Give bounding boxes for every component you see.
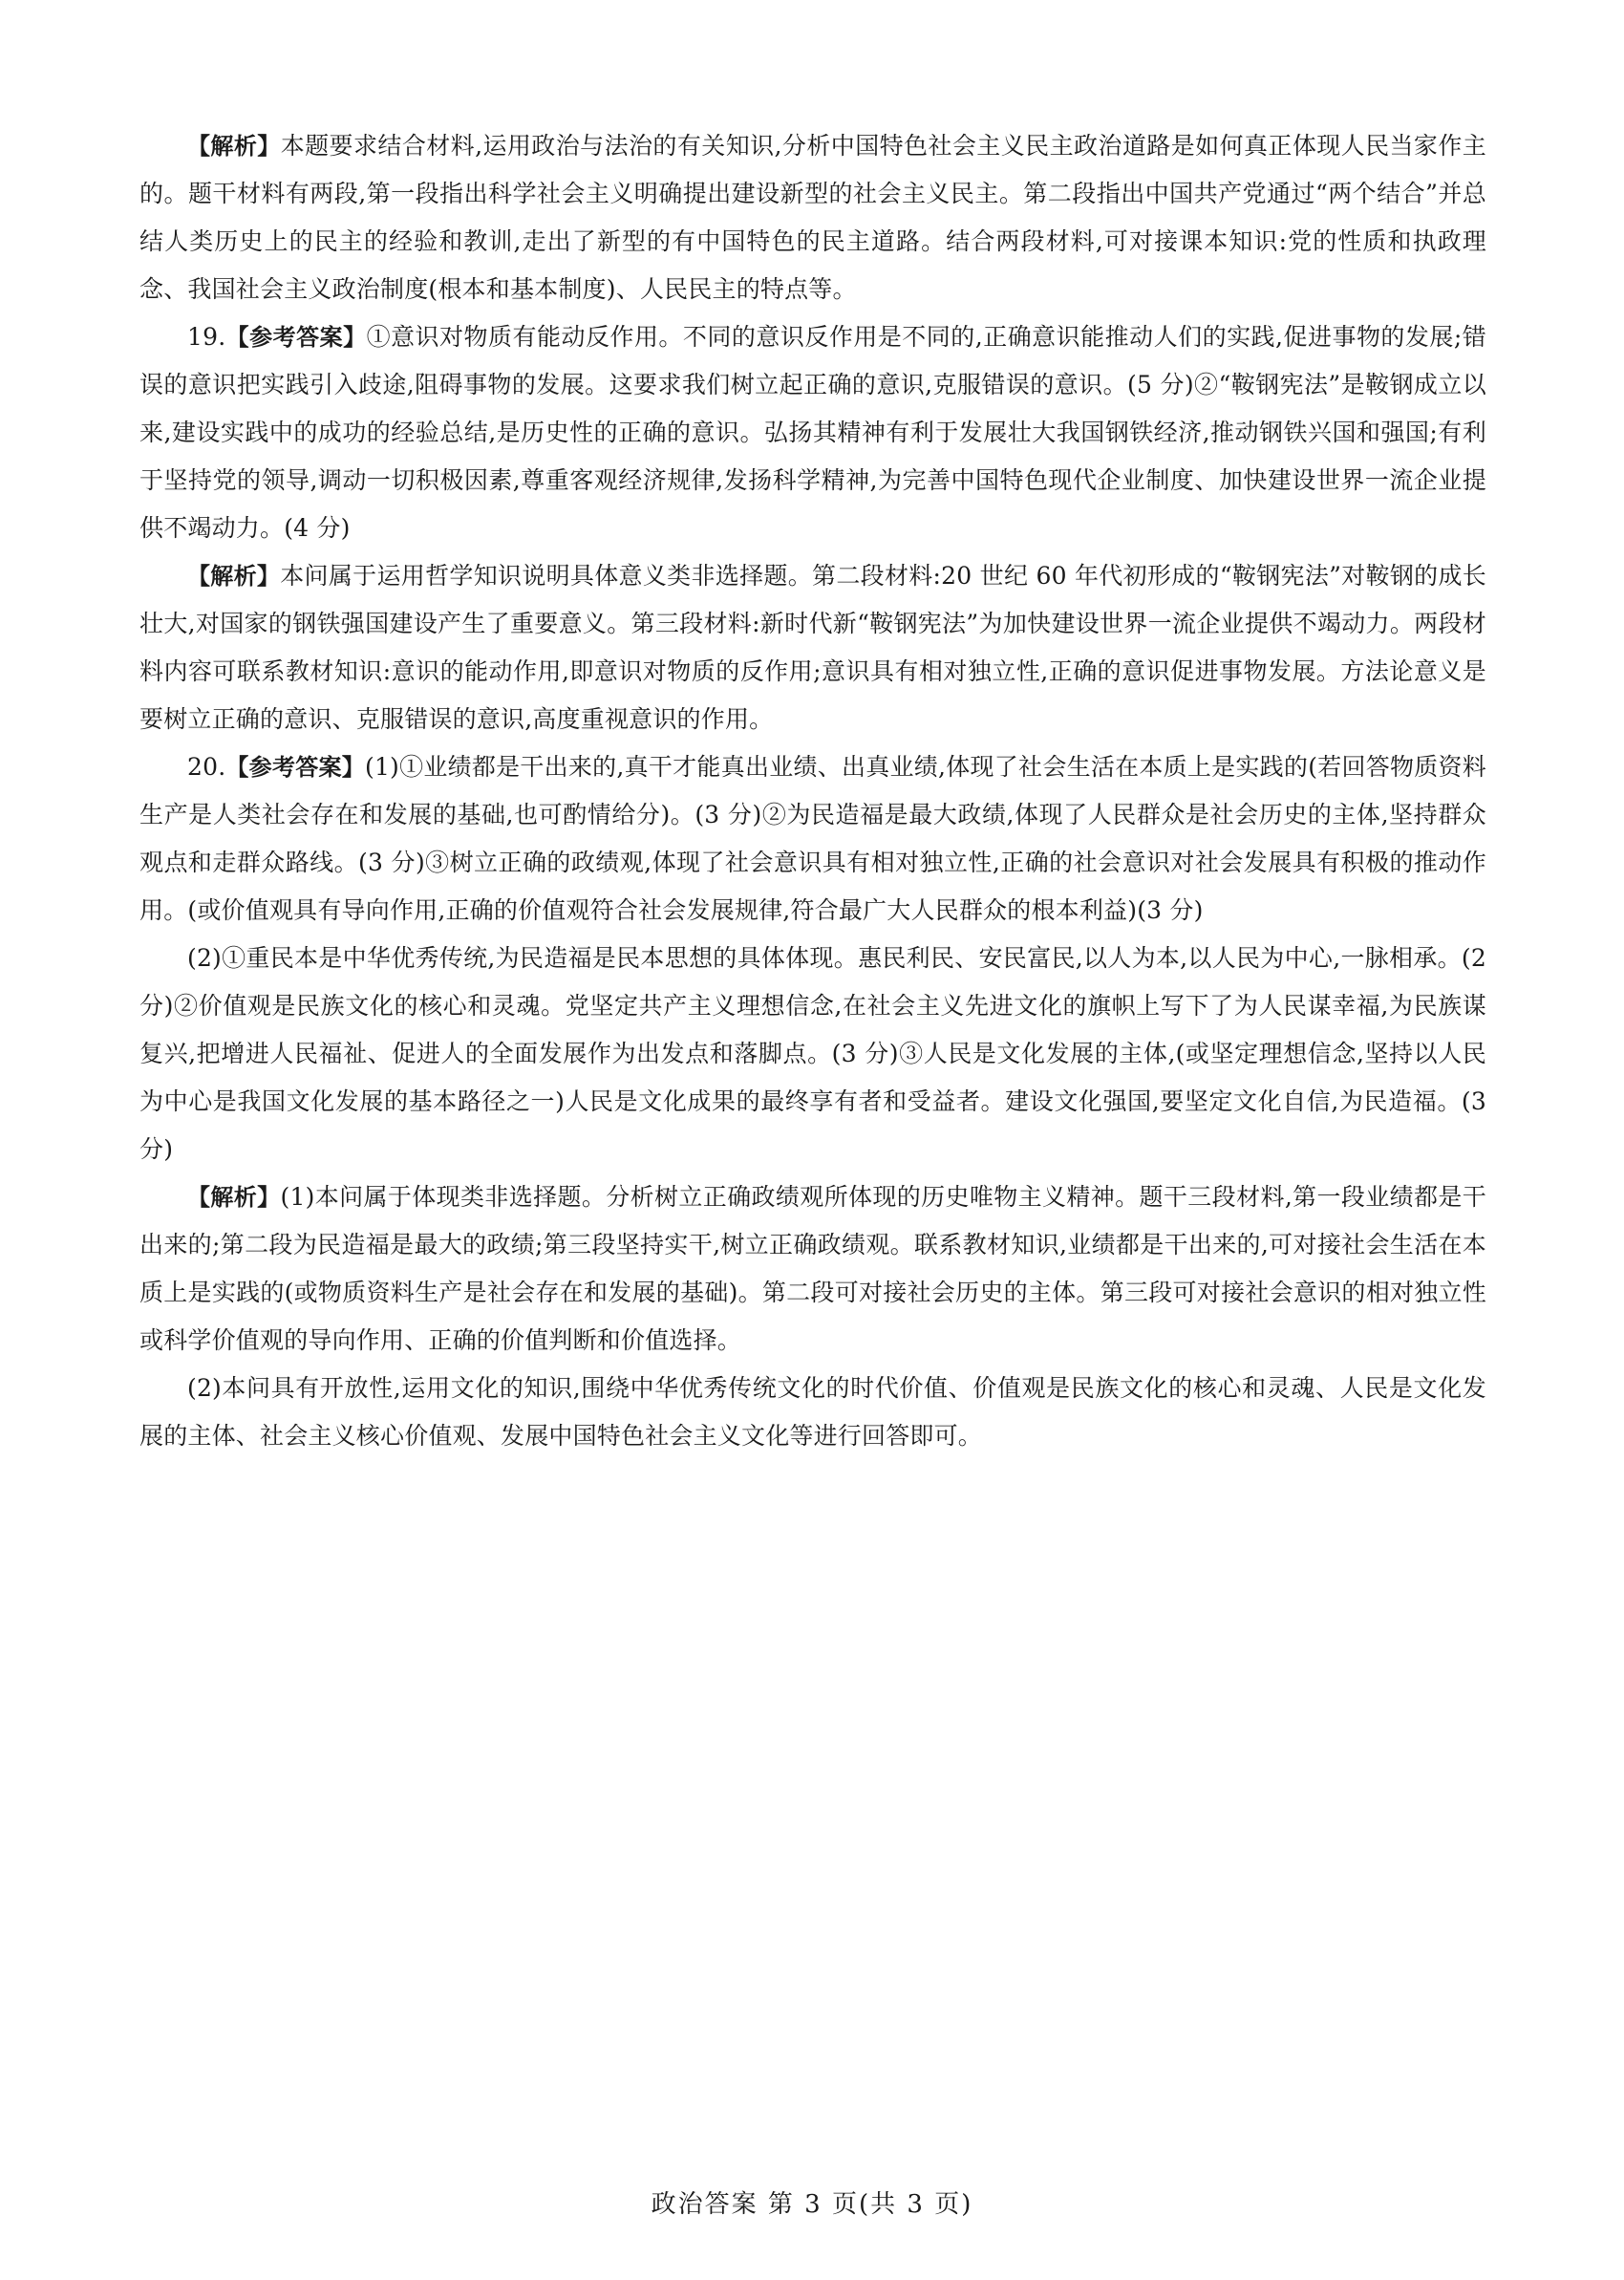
answer-content xyxy=(139,122,1486,1460)
paragraph-analysis-20-part1 xyxy=(139,1173,1486,1365)
paragraph-label: 【解析】 xyxy=(187,133,281,160)
paragraph-text: (2)本问具有开放性,运用文化的知识,围绕中华优秀传统文化的时代价值、价值观是民族文化的核心和灵魂、人民是文化发展的主体、社会主义核心价值观、发展中国特色社会主义文化等进行回答即可。 xyxy=(139,1374,1486,1450)
paragraph-label: 【解析】 xyxy=(187,1184,281,1211)
paragraph-text: ①意识对物质有能动反作用。不同的意识反作用是不同的,正确意识能推动人们的实践,促进事物的发展;错误的意识把实践引入歧途,阻碍事物的发展。这要求我们树立起正确的意识,克服错误的意识。(5 分)②“鞍钢宪法”是鞍钢成立以来,建设实践中的成功的经验总结,是历史性的正确的意识。弘扬其精神有利于发展壮大我国钢铁经济,推动钢铁兴国和强国;有利于坚持党的领导,调动一切积极因素,尊重客观经济规律,发扬科学精神,为完善中国特色现代企业制度、加快建设世界一流企业提供不竭动力。(4 分) xyxy=(139,323,1487,542)
paragraph-answer-19 xyxy=(139,313,1486,552)
question-number: 19. xyxy=(187,323,226,351)
paragraph-analysis-19 xyxy=(139,552,1486,743)
paragraph-label: 【参考答案】 xyxy=(225,324,367,351)
paragraph-text: (2)①重民本是中华优秀传统,为民造福是民本思想的具体体现。惠民利民、安民富民,以人为本,以人民为中心,一脉相承。(2 分)②价值观是民族文化的核心和灵魂。党坚定共产主义理想信念,在社会主义先进文化的旗帜上写下了为人民谋幸福,为民族谋复兴,把增进人民福祉、促进人的全面发展作为出发点和落脚点。(3 分)③人民是文化发展的主体,(或坚定理想信念,坚持以人民为中心是我国文化发展的基本路径之一)人民是文化成果的最终享有者和受益者。建设文化强国,要坚定文化自信,为民造福。(3 分) xyxy=(139,944,1486,1163)
paragraph-text: 本问属于运用哲学知识说明具体意义类非选择题。第二段材料:20 世纪 60 年代初形成的“鞍钢宪法”对鞍钢的成长壮大,对国家的钢铁强国建设产生了重要意义。第三段材料:新时代新“鞍钢宪法”为加快建设世界一流企业提供不竭动力。两段材料内容可联系教材知识:意识的能动作用,即意识对物质的反作用;意识具有相对独立性,正确的意识促进事物发展。方法论意义是要树立正确的意识、克服错误的意识,高度重视意识的作用。 xyxy=(139,562,1486,733)
page-footer: 政治答案 第 3 页(共 3 页) xyxy=(651,2190,973,2219)
paragraph-text: (1)本问属于体现类非选择题。分析树立正确政绩观所体现的历史唯物主义精神。题干三段材料,第一段业绩都是干出来的;第二段为民造福是最大的政绩;第三段坚持实干,树立正确政绩观。联系教材知识,业绩都是干出来的,可对接社会生活在本质上是实践的(或物质资料生产是社会存在和发展的基础)。第二段可对接社会历史的主体。第三段可对接社会意识的相对独立性或科学价值观的导向作用、正确的价值判断和价值选择。 xyxy=(139,1183,1486,1354)
paragraph-answer-20-part1 xyxy=(139,743,1486,935)
paragraph-analysis-20-part2 xyxy=(139,1365,1486,1460)
paragraph-label: 【解析】 xyxy=(187,563,281,590)
paragraph-analysis-18 xyxy=(139,122,1486,313)
paragraph-label: 【参考答案】 xyxy=(225,754,365,781)
paragraph-answer-20-part2 xyxy=(139,935,1486,1173)
paragraph-text: (1)①业绩都是干出来的,真干才能真出业绩、出真业绩,体现了社会生活在本质上是实践的(若回答物质资料生产是人类社会存在和发展的基础,也可酌情给分)。(3 分)②为民造福是最大政绩,体现了人民群众是社会历史的主体,坚持群众观点和走群众路线。(3 分)③树立正确的政绩观,体现了社会意识具有相对独立性,正确的社会意识对社会发展具有积极的推动作用。(或价值观具有导向作用,正确的价值观符合社会发展规律,符合最广大人民群众的根本利益)(3 分) xyxy=(139,753,1486,924)
paragraph-text: 本题要求结合材料,运用政治与法治的有关知识,分析中国特色社会主义民主政治道路是如何真正体现人民当家作主的。题干材料有两段,第一段指出科学社会主义明确提出建设新型的社会主义民主。第二段指出中国共产党通过“两个结合”并总结人类历史上的民主的经验和教训,走出了新型的有中国特色的民主道路。结合两段材料,可对接课本知识:党的性质和执政理念、我国社会主义政治制度(根本和基本制度)、人民民主的特点等。 xyxy=(139,132,1486,303)
question-number: 20. xyxy=(187,753,226,781)
